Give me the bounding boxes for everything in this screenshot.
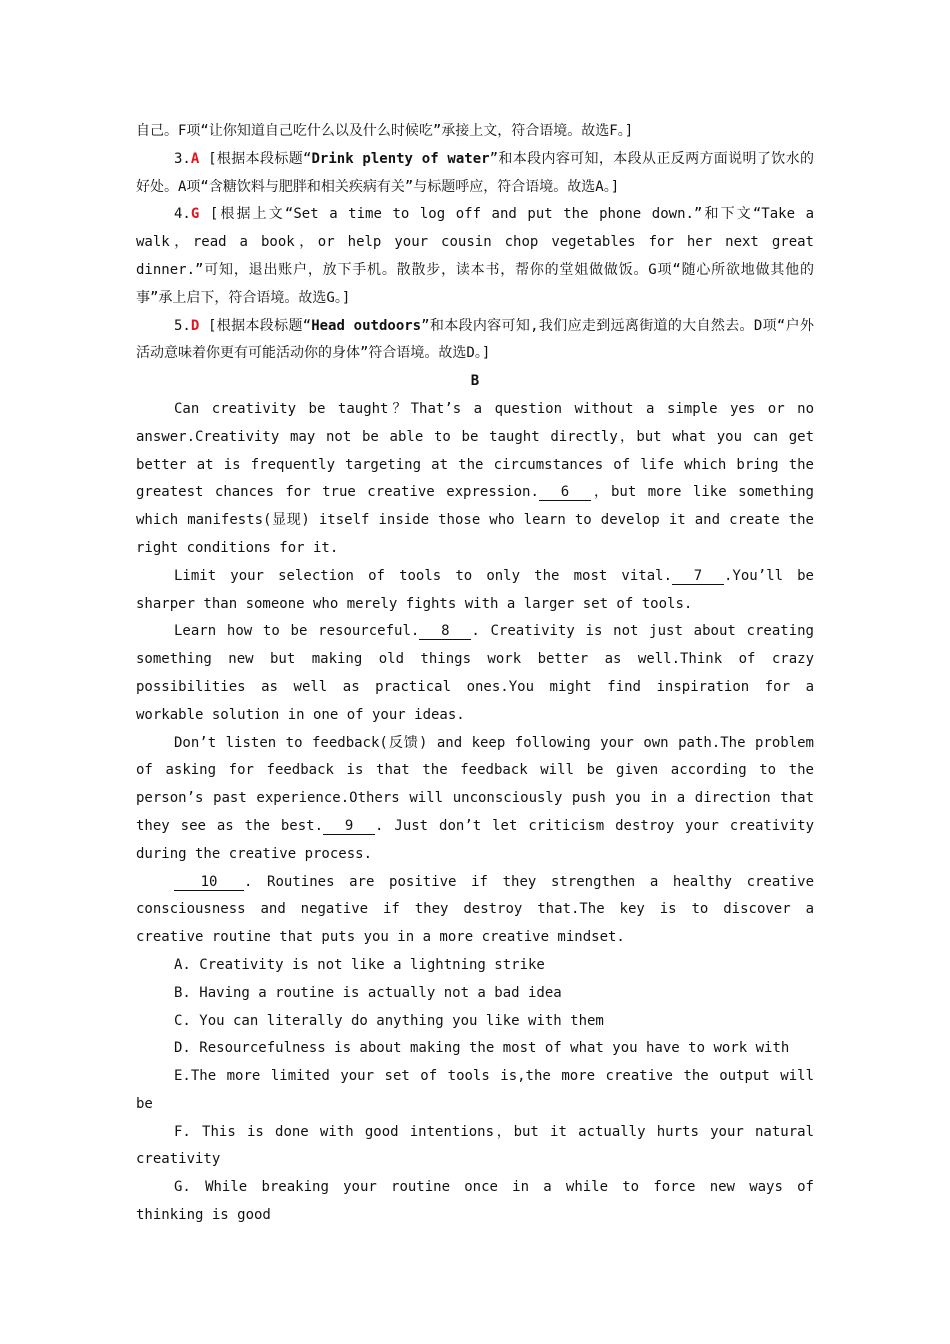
- document-page: [136, 118, 814, 1230]
- section-title: B: [470, 373, 480, 390]
- answer-letter-5: D: [190, 317, 200, 334]
- answer-explanation-5: 5.D [根据本段标题“Head outdoors”和本段内容可知,我们应走到远离街道的大自然去。D项“户外活动意味着你更有可能活动你的身体”符合语境。故选D。]: [136, 317, 814, 362]
- answer-explanation-2-tail: 自己。F项“让你知道自己吃什么以及什么时候吃”承接上文，符合语境。故选F。]: [136, 123, 634, 139]
- passage-paragraph-2: Limit your selection of tools to only the most vital. 7 .You’ll be sharper than someone who merely fights with a larger set of tools.: [136, 567, 814, 612]
- option-b: B. Having a routine is actually not a bad idea: [174, 984, 562, 1001]
- answer-letter-3: A: [190, 150, 200, 167]
- answer-letter-4: G: [190, 206, 200, 223]
- option-g: G. While breaking your routine once in a while to force new ways of thinking is good: [136, 1179, 814, 1224]
- answer-explanation-3: 3.A [根据本段标题“Drink plenty of water”和本段内容可知，本段从正反两方面说明了饮水的好处。A项“含糖饮料与肥胖和相关疾病有关”与标题呼应，符合语境。故选A。]: [136, 150, 814, 195]
- option-c: C. You can literally do anything you like with them: [174, 1012, 604, 1029]
- passage-paragraph-4: Don’t listen to feedback(反馈) and keep following your own path.The problem of asking for feedback is that the feedback will be given according to the person’s past experience.Others will unconsciously push you in a direction that they see as the best. 9 . Just don’t let criticism destroy your creativity during the creative process.: [136, 734, 814, 862]
- option-f: F. This is done with good intentions，but it actually hurts your natural creativity: [136, 1123, 814, 1168]
- passage-paragraph-3: Learn how to be resourceful. 8 . Creativity is not just about creating something new but making old things work better as well.Think of crazy possibilities as well as practical ones.You might find inspiration for a workable solution in one of your ideas.: [136, 623, 814, 723]
- option-d: D. Resourcefulness is about making the most of what you have to work with: [174, 1040, 790, 1057]
- blank-10: 10: [174, 874, 244, 891]
- option-a: A. Creativity is not like a lightning strike: [174, 956, 545, 973]
- option-e: E.The more limited your set of tools is,the more creative the output will be: [136, 1068, 814, 1112]
- answer-explanation-4: 4.G [根据上文“Set a time to log off and put the phone down.”和下文“Take a walk，read a book，or help your cousin chop vegetables for her next great dinner.”可知，退出账户，放下手机。散散步，读本书，帮你的堂姐做做饭。G项“随心所欲地做其他的事”承上启下，符合语境。故选G。]: [136, 206, 814, 306]
- blank-9: 9: [323, 818, 375, 835]
- passage-paragraph-5: 10 . Routines are positive if they strengthen a healthy creative consciousness and negative if they destroy that.The key is to discover a creative routine that puts you in a more creative mindset.: [136, 873, 814, 946]
- blank-8: 8: [419, 623, 471, 640]
- blank-7: 7: [672, 568, 724, 585]
- blank-6: 6: [539, 484, 591, 501]
- passage-paragraph-1: Can creativity be taught？That’s a question without a simple yes or no answer.Creativity may not be able to be taught directly，but what you can get better at is frequently targeting at the circumstances of life which bring the greatest chances for true creative expression. 6 ，but more like something which manifests(显现) itself inside those who learn to develop it and create the right conditions for it.: [136, 400, 814, 556]
